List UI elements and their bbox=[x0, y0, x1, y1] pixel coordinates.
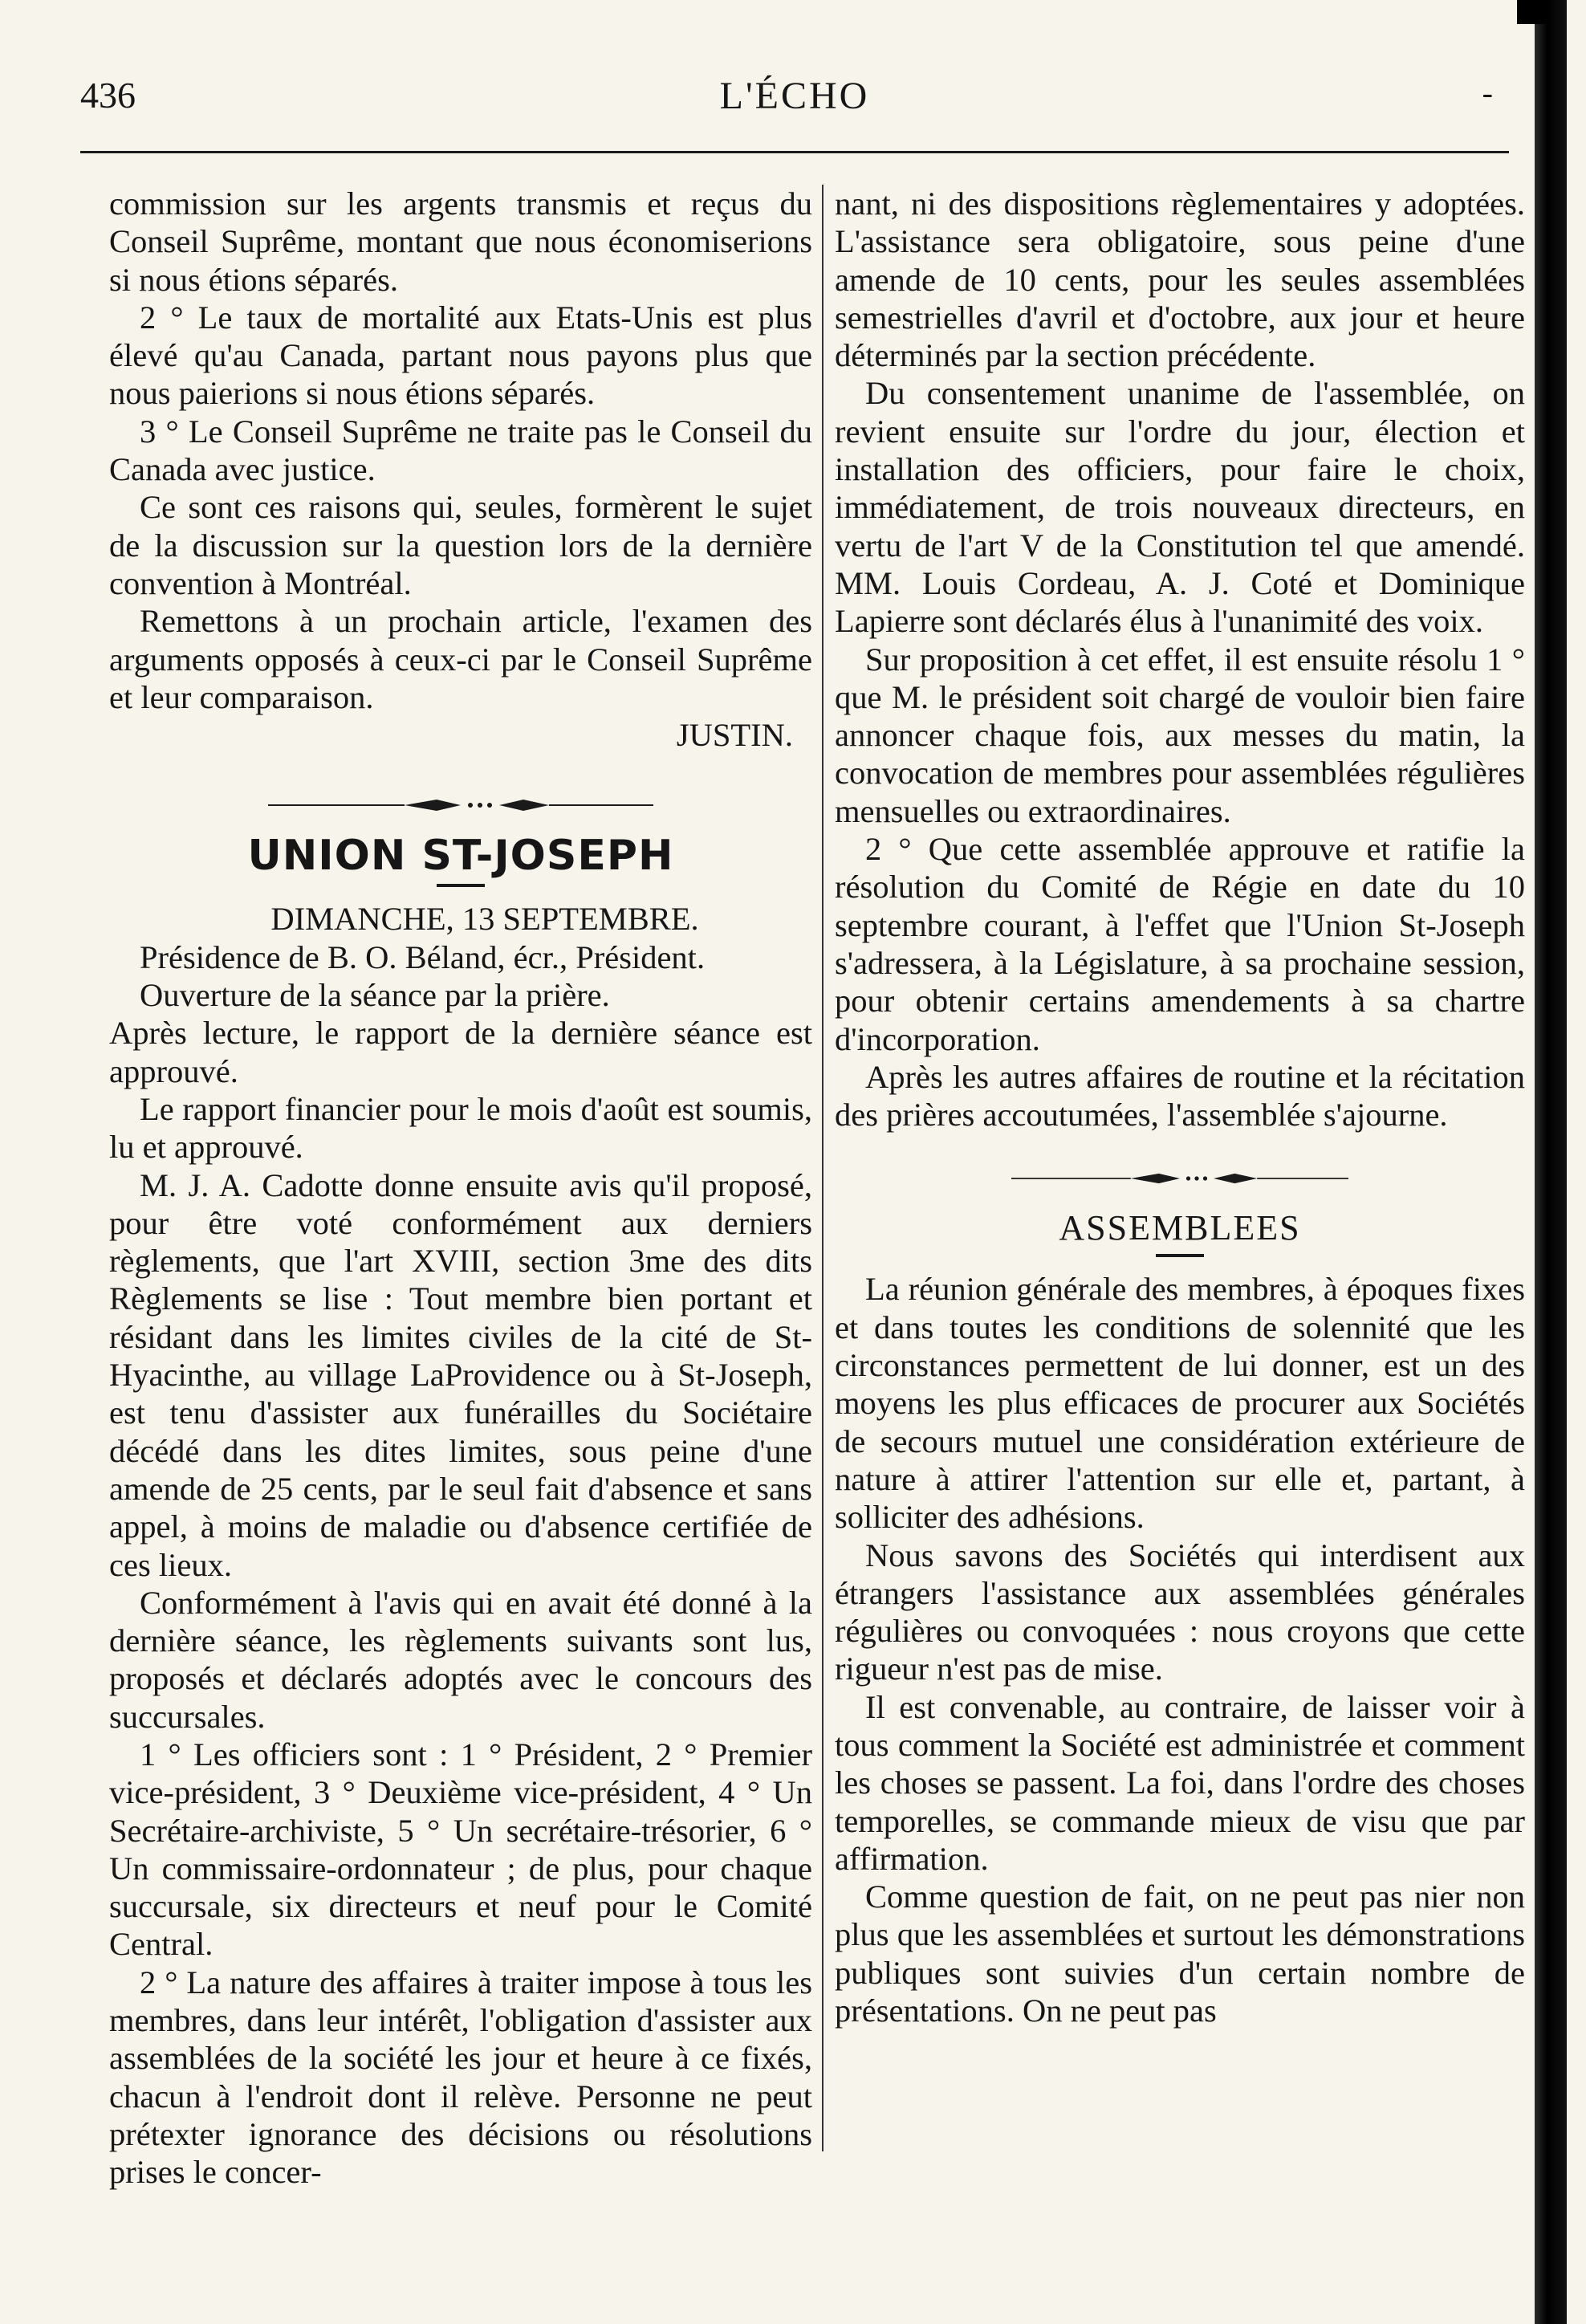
header-rule bbox=[80, 151, 1509, 153]
ornament-divider-icon bbox=[1011, 1169, 1348, 1188]
page-number: 436 bbox=[80, 75, 136, 116]
article-paragraph: Du consentement unanime de l'assemblée, on revient ensuite sur l'ordre du jour, élection et installation des officiers, pour faire le choix, immédiatement, de trois nouveaux directeurs, en vertu de l'art V de la Constitution tel que amendé. MM. Louis Cordeau, A. J. Coté et Dominique Lapierre sont déclarés élus à l'unanimité des voix. bbox=[835, 375, 1525, 640]
short-rule bbox=[1156, 1254, 1204, 1257]
header-mark: - bbox=[1482, 75, 1493, 111]
article-paragraph: Sur proposition à cet effet, il est ensuite résolu 1 ° que M. le président soit chargé de vouloir bien faire annoncer chaque fois, aux messes du matin, la convocation de membres pour assemblées régulières mensuelles ou extraordinaires. bbox=[835, 641, 1525, 829]
meeting-date: DIMANCHE, 13 SEPTEMBRE. bbox=[270, 901, 699, 938]
article-paragraph: commission sur les argents transmis et reçus du Conseil Suprême, montant que nous économiserions si nous étions séparés. bbox=[109, 185, 812, 298]
page-header bbox=[80, 74, 1509, 122]
article-paragraph: Après lecture, le rapport de la dernière séance est approuvé. bbox=[109, 1015, 812, 1089]
article-paragraph: Nous savons des Sociétés qui interdisent aux étrangers l'assistance aux assemblées générales régulières ou convoquées : nous croyons que cette rigueur n'est pas de mise. bbox=[835, 1536, 1525, 1687]
short-rule bbox=[437, 884, 485, 887]
article-paragraph: Présidence de B. O. Béland, écr., Président. bbox=[140, 938, 706, 975]
article-paragraph: Ouverture de la séance par la prière. bbox=[140, 977, 610, 1014]
column-divider bbox=[822, 185, 824, 2151]
article-paragraph: Conformément à l'avis qui en avait été donné à la dernière séance, les règlements suivants sont lus, proposés et déclarés adoptés avec le concours des succursales. bbox=[109, 1584, 812, 1735]
article-paragraph: 2 ° La nature des affaires à traiter impose à tous les membres, dans leur intérêt, l'obligation d'assister aux assemblées de la société les jour et heure à ce fixés, chacun à l'endroit dont il relève. Personne ne peut prétexter ignorance des décisions ou résolutions prises le concer- bbox=[109, 1964, 812, 2191]
article-paragraph: nant, ni des dispositions règlementaires y adoptées. L'assistance sera obligatoire, sous peine d'une amende de 10 cents, pour les seules assemblées semestrielles d'avril et d'octobre, aux jour et heure déterminés par la section précédente. bbox=[835, 185, 1525, 374]
article-paragraph: La réunion générale des membres, à époques fixes et dans toutes les conditions de solennité que les circonstances permettent de lui donner, est un des moyens les plus efficaces de procurer aux Sociétés de secours mutuel une considération extérieure de nature à attirer l'attention sur elle et, partant, à solliciter des adhésions. bbox=[835, 1271, 1525, 1536]
article-paragraph: Après les autres affaires de routine et la récitation des prières accoutumées, l'assemblée s'ajourne. bbox=[835, 1058, 1525, 1134]
section-title: ASSEMBLEES bbox=[1059, 1208, 1301, 1248]
article-paragraph: Comme question de fait, on ne peut pas nier non plus que les assemblées et surtout les démonstrations publiques sont suivies d'un certain nombre de présentations. On ne peut pas bbox=[835, 1878, 1525, 2029]
article-paragraph: Remettons à un prochain article, l'examen des arguments opposés à ceux-ci par le Conseil Suprême et leur comparaison. bbox=[109, 603, 812, 715]
article-signature: JUSTIN. bbox=[676, 717, 793, 754]
article-paragraph: 2 ° Que cette assemblée approuve et ratifie la résolution du Comité de Régie en date du 10 septembre courant, à l'effet que l'Union St-Joseph s'adressera, à la Législature, à sa prochaine session, pour obtenir certains amendements à sa chartre d'incorporation. bbox=[835, 831, 1525, 1057]
article-paragraph: 2 ° Le taux de mortalité aux Etats-Unis est plus élevé qu'au Canada, partant nous payons plus que nous paierions si nous étions séparés. bbox=[109, 299, 812, 412]
article-paragraph: 3 ° Le Conseil Suprême ne traite pas le Conseil du Canada avec justice. bbox=[109, 413, 812, 488]
article-paragraph: M. J. A. Cadotte donne ensuite avis qu'il proposé, pour être voté conformément aux derniers règlements, que l'art XVIII, section 3me des dits Règlements se lise : Tout membre bien portant et résidant dans les limites civiles de la cité de St-Hyacinthe, au village LaProvidence ou à St-Joseph, est tenu d'assister aux funérailles du Sociétaire décédé dans les dites limites, sous peine d'une amende de 25 cents, par le seul fait d'absence et sans appel, à moins de maladie ou d'absence certifiée de ces lieux. bbox=[109, 1166, 812, 1583]
article-paragraph: 1 ° Les officiers sont : 1 ° Président, 2 ° Premier vice-président, 3 ° Deuxième vice-président, 4 ° Un Secrétaire-archiviste, 5 ° Un secrétaire-trésorier, 6 ° Un commissaire-ordonnateur ; de plus, pour chaque succursale, six directeurs et neuf pour le Comité Central. bbox=[109, 1736, 812, 1963]
right-column bbox=[835, 185, 1525, 2288]
running-title: L'ÉCHO bbox=[719, 75, 870, 117]
article-paragraph: Il est convenable, au contraire, de laisser voir à tous comment la Société est administrée et comment les choses se passent. La foi, dans l'ordre des choses temporelles, se commande mieux de visu que par affirmation. bbox=[835, 1688, 1525, 1877]
section-title: UNION ST-JOSEPH bbox=[247, 832, 674, 881]
page-binding-edge bbox=[1535, 0, 1567, 2324]
left-column bbox=[109, 185, 812, 2288]
ornament-divider-icon bbox=[268, 796, 653, 815]
article-paragraph: Ce sont ces raisons qui, seules, formèrent le sujet de la discussion sur la question lors de la dernière convention à Montréal. bbox=[109, 489, 812, 601]
article-paragraph: Le rapport financier pour le mois d'août est soumis, lu et approuvé. bbox=[109, 1090, 812, 1166]
page-binding-cap bbox=[1517, 0, 1549, 24]
